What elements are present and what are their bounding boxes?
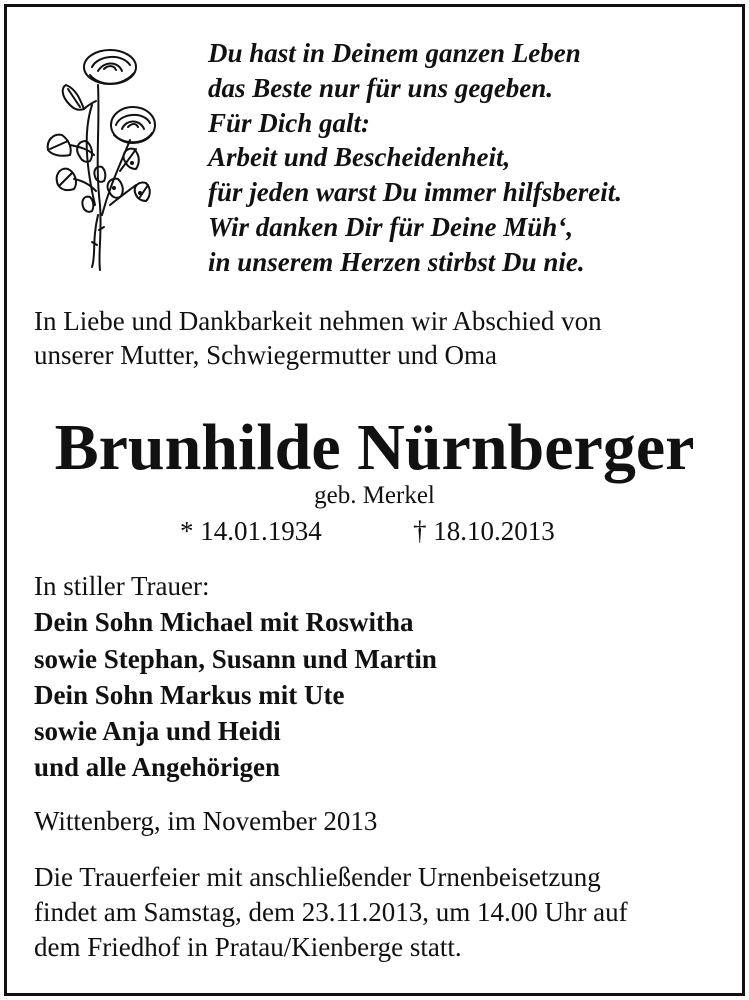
funeral-line: findet am Samstag, dem 23.11.2013, um 14.00 Uhr auf — [34, 897, 628, 927]
poem-line: in unserem Herzen stirbst Du nie. — [208, 246, 585, 277]
poem-line: Für Dich galt: — [208, 107, 371, 138]
funeral-info — [34, 860, 734, 965]
rose-icon — [40, 45, 165, 275]
birth-date: * 14.01.1934 — [180, 516, 322, 546]
mourner-line: und alle Angehörigen — [34, 752, 281, 783]
birth-name: geb. Merkel — [314, 482, 435, 509]
poem — [208, 36, 728, 280]
mourner-line: Dein Sohn Michael mit Roswitha — [34, 607, 414, 638]
farewell-intro — [34, 304, 724, 372]
death-date: † 18.10.2013 — [413, 516, 555, 546]
poem-line: für jeden warst Du immer hilfsbereit. — [208, 177, 623, 208]
mourner-line: sowie Stephan, Susann und Martin — [34, 643, 437, 674]
mourner-line: sowie Anja und Heidi — [34, 716, 281, 747]
intro-line: In Liebe und Dankbarkeit nehmen wir Abschied von — [34, 306, 602, 336]
intro-line: unserer Mutter, Schwiegermutter und Oma — [34, 340, 498, 370]
funeral-line: Die Trauerfeier mit anschließender Urnenbeisetzung — [34, 862, 601, 892]
mourners-section — [34, 568, 724, 786]
mourner-line: Dein Sohn Markus mit Ute — [34, 679, 345, 710]
funeral-line: dem Friedhof in Pratau/Kienberge statt. — [34, 932, 462, 962]
mourning-heading: In stiller Trauer: — [34, 571, 210, 601]
poem-line: das Beste nur für uns gegeben. — [208, 72, 554, 103]
poem-line: Arbeit und Bescheidenheit, — [208, 142, 511, 173]
place-date: Wittenberg, im November 2013 — [34, 806, 378, 836]
poem-line: Du hast in Deinem ganzen Leben — [208, 38, 581, 68]
deceased-name: Brunhilde Nürnberger — [54, 411, 695, 484]
poem-line: Wir danken Dir für Deine Müh‘, — [208, 211, 574, 242]
